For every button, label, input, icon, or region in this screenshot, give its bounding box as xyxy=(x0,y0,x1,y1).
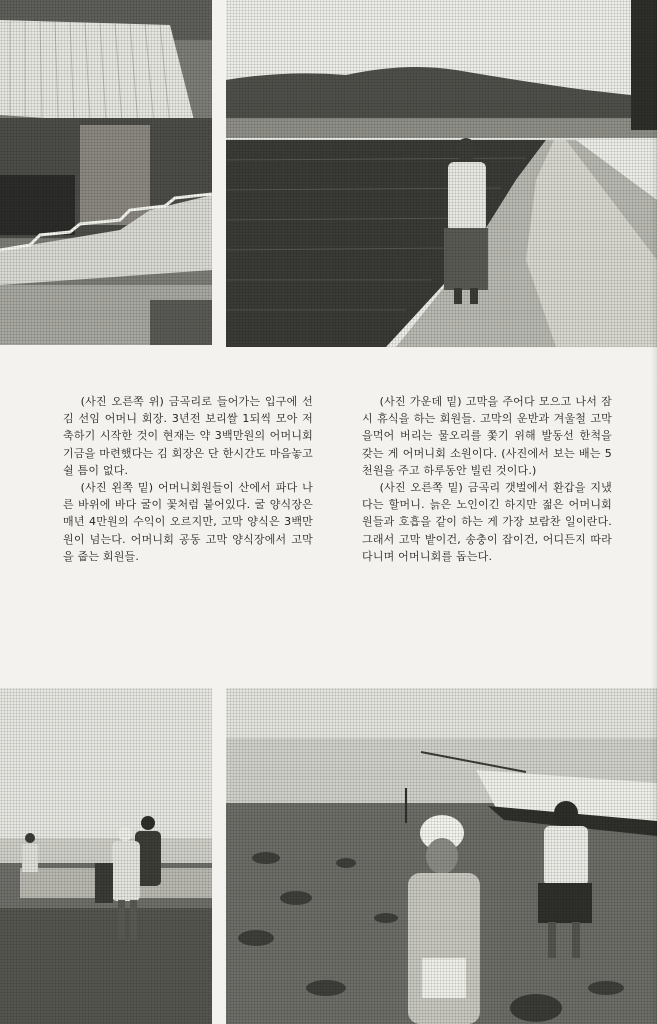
photo-woman-on-farm-path xyxy=(226,0,657,347)
caption-paragraph: (사진 가운데 밑) 고막을 주어다 모으고 나서 잠시 휴식을 하는 회원들. 고막의 운반과 겨울철 고막을먹어 버리는 물오리를 쫓기 위해 발동선 한척을 갖는 게 어머니회 소원이다. (사진에서 보는 배는 5천원을 주고 하루동안 빌린 것이다.) xyxy=(362,395,612,477)
caption-paragraph: (사진 오른쪽 위) 금곡리로 들어가는 입구에 선 김 선임 어머니 회장. 3년전 보리쌀 1되씩 모아 저축하기 시작한 것이 현재는 약 3백만원의 어머니회 기금을 마련했다는 김 회장은 단 한시간도 마음놓고 쉴 틈이 없다. xyxy=(63,395,313,477)
caption-paragraph: (사진 왼쪽 밑) 어머니회원들이 산에서 파다 나른 바위에 바다 굴이 꽃처럼 붙어있다. 굴 양식장은매년 4만원의 수익이 오르지만, 고막 양식은 3백만원이 넘는다. 어머니회 공동 고막 양식장에서 고막을 줍는 회원들. xyxy=(63,481,313,563)
photo-women-resting-on-tidal-flat xyxy=(0,688,212,1024)
caption-right-column xyxy=(362,393,612,565)
caption-paragraph: (사진 오른쪽 밑) 금곡리 갯벌에서 환갑을 지냈다는 할머니. 늙은 노인이긴 하지만 젊은 어머니회원들과 호흡을 같이 하는 게 가장 보람찬 일이란다. 그래서 고막 밭이건, 송충이 잡이건, 어디든지 따라 다니며 어머니회를 돕는다. xyxy=(362,481,612,563)
photo-village-house-wall xyxy=(0,0,212,345)
photo-grandmother-on-mudflat xyxy=(226,688,657,1024)
caption-left-column xyxy=(63,393,313,565)
page-edge-shadow xyxy=(651,0,657,1024)
